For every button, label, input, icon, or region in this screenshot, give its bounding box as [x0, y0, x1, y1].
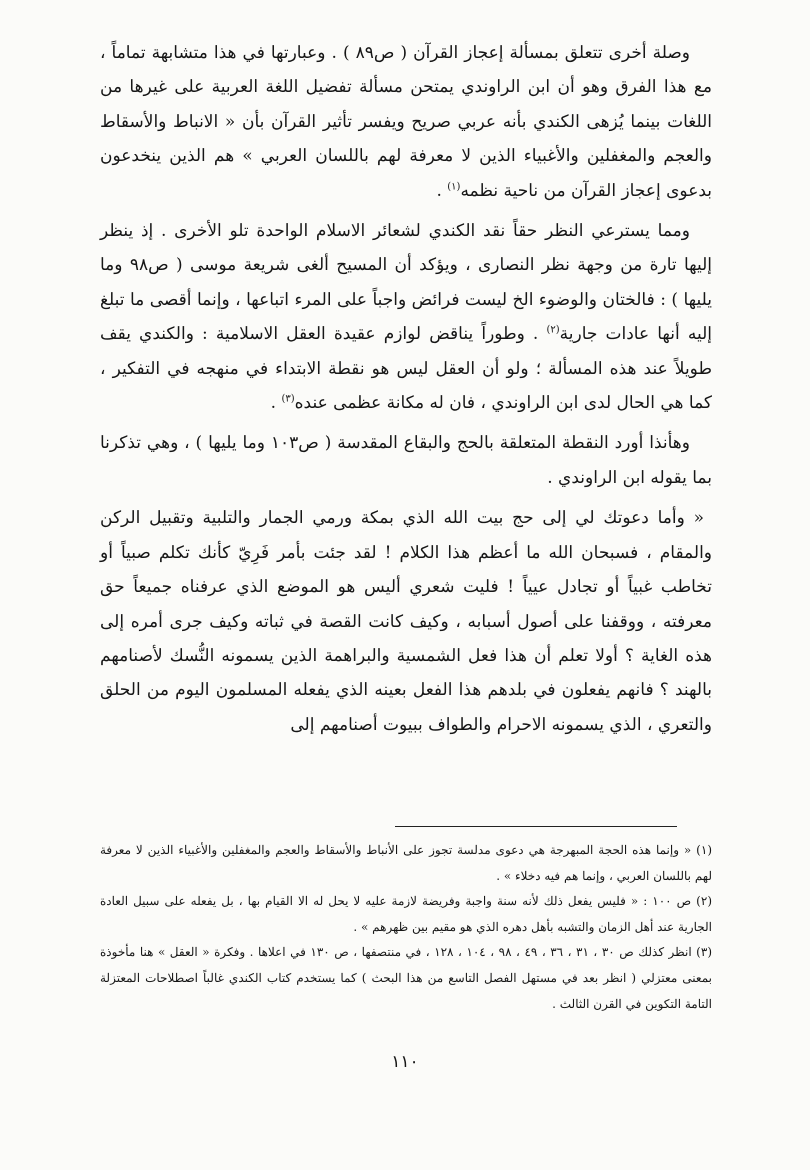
main-text: [100, 36, 712, 742]
page-number: ١١٠: [391, 1052, 419, 1072]
footnote-ref-2: (٢): [546, 324, 560, 336]
quote-paragraph: « وأما دعوتك لي إلى حج بيت الله الذي بمكة ورمي الجمار والتلبية وتقبيل الركن والمقام ، فسبحان الله ما أعظم هذا الكلام ! لقد جئت بأمر فَرِيّ كأنك تكلم صبياً أو تخاطب غبياً أو تجادل عيياً ! فليت شعري أليس هو الموضع الذي عرفناه جميعاً حق معرفته ، ووقفنا على أصول أسبابه ، وكيف كانت القصة في ثباته وكيف جرى أمره إلى هذه الغاية ؟ أولا تعلم أن هذا فعل الشمسية والبراهمة الذين يسمونه النُّسك لأصنامهم بالهند ؟ فانهم يفعلون في بلدهم هذا الفعل بعينه الذي يفعله المسلمون اليوم من الحلق والتعري ، الذي يسمونه الاحرام والطواف ببيوت أصنامهم إلى: [100, 508, 712, 735]
paragraph-1: [100, 36, 712, 208]
footnote-ref-1: (١): [447, 180, 461, 192]
footnote-1: (١) « وإنما هذه الحجة المبهرجة هي دعوى مدلسة تجوز على الأنباط والأسقاط والعجم والمغفلين والأغبياء الذين لا معرفة لهم باللسان العربي ، وإنما هم فيه دخلاء » .: [100, 843, 712, 883]
paragraph-3: وهأنذا أورد النقطة المتعلقة بالحج والبقاع المقدسة ( ص١٠٣ وما يليها ) ، وهي تذكرنا بما يقوله ابن الراوندي .: [100, 433, 712, 488]
footnotes: [100, 838, 712, 1017]
paragraph-2-text: ومما يسترعي النظر حقاً نقد الكندي لشعائر الاسلام الواحدة تلو الأخرى . إذ ينظر إليها تارة من وجهة نظر النصارى ، ويؤكد أن المسيح ألغى شريعة موسى ( ص٩٨ وما يليها ) : فالختان والوضوء الخ ليست فرائض واجباً على المرء اتباعها ، وإنما أقصى ما تبلغ إليه أنها عادات جارية: [100, 221, 712, 345]
footnote-ref-3: (٣): [281, 393, 295, 405]
paragraph-1-text: وصلة أخرى تتعلق بمسألة إعجاز القرآن ( ص٨٩ ) . وعبارتها في هذا متشابهة تماماً ، مع هذا الفرق وهو أن ابن الراوندي يمتحن مسألة تفضيل اللغة العربية على غيرها من اللغات بينما يُزهى الكندي بأنه عربي صريح ويفسر تأثير القرآن بأن « الانباط والأسقاط والعجم والمغفلين والأغبياء الذين لا معرفة لهم باللسان العربي » هم الذين ينخدعون بدعوى إعجاز القرآن من ناحية نظمه: [100, 43, 712, 201]
paragraph-1-tail: .: [436, 180, 448, 201]
footnote-2: (٢) ص ١٠٠ : « فليس يفعل ذلك لأنه سنة واجبة وفريضة لازمة عليه لا يحل له الا القيام بها ، بل يفعله على سبيل العادة الجارية عند أهل الزمان والتشبه بأهل دهره الذي هو مقيم بين ظهرهم » .: [100, 894, 712, 934]
footnote-divider: [395, 826, 677, 827]
paragraph-2: [100, 214, 712, 420]
footnote-3: (٣) انظر كذلك ص ٣٠ ، ٣١ ، ٣٦ ، ٤٩ ، ٩٨ ، ١٠٤ ، ١٢٨ ، في منتصفها ، ص ١٣٠ في اعلاها . وفكرة « العقل » هنا مأخوذة بمعنى معتزلي ( انظر بعد في مستهل الفصل التاسع من هذا البحث ) كما يستخدم كتاب الكندي غالباً اصطلاحات المعتزلة التامة التكوين في القرن الثالث .: [100, 945, 713, 1011]
paragraph-2-tail-2: .: [270, 393, 282, 414]
paragraph-2-tail: . وطوراً يناقض لوازم عقيدة العقل الاسلامية : والكندي يقف طويلاً عند هذه المسألة ؛ ولو أن العقل ليس هو نقطة الابتداء في منهجه في التفكير ، كما هي الحال لدى ابن الراوندي ، فان له مكانة عظمى عنده: [100, 324, 712, 414]
